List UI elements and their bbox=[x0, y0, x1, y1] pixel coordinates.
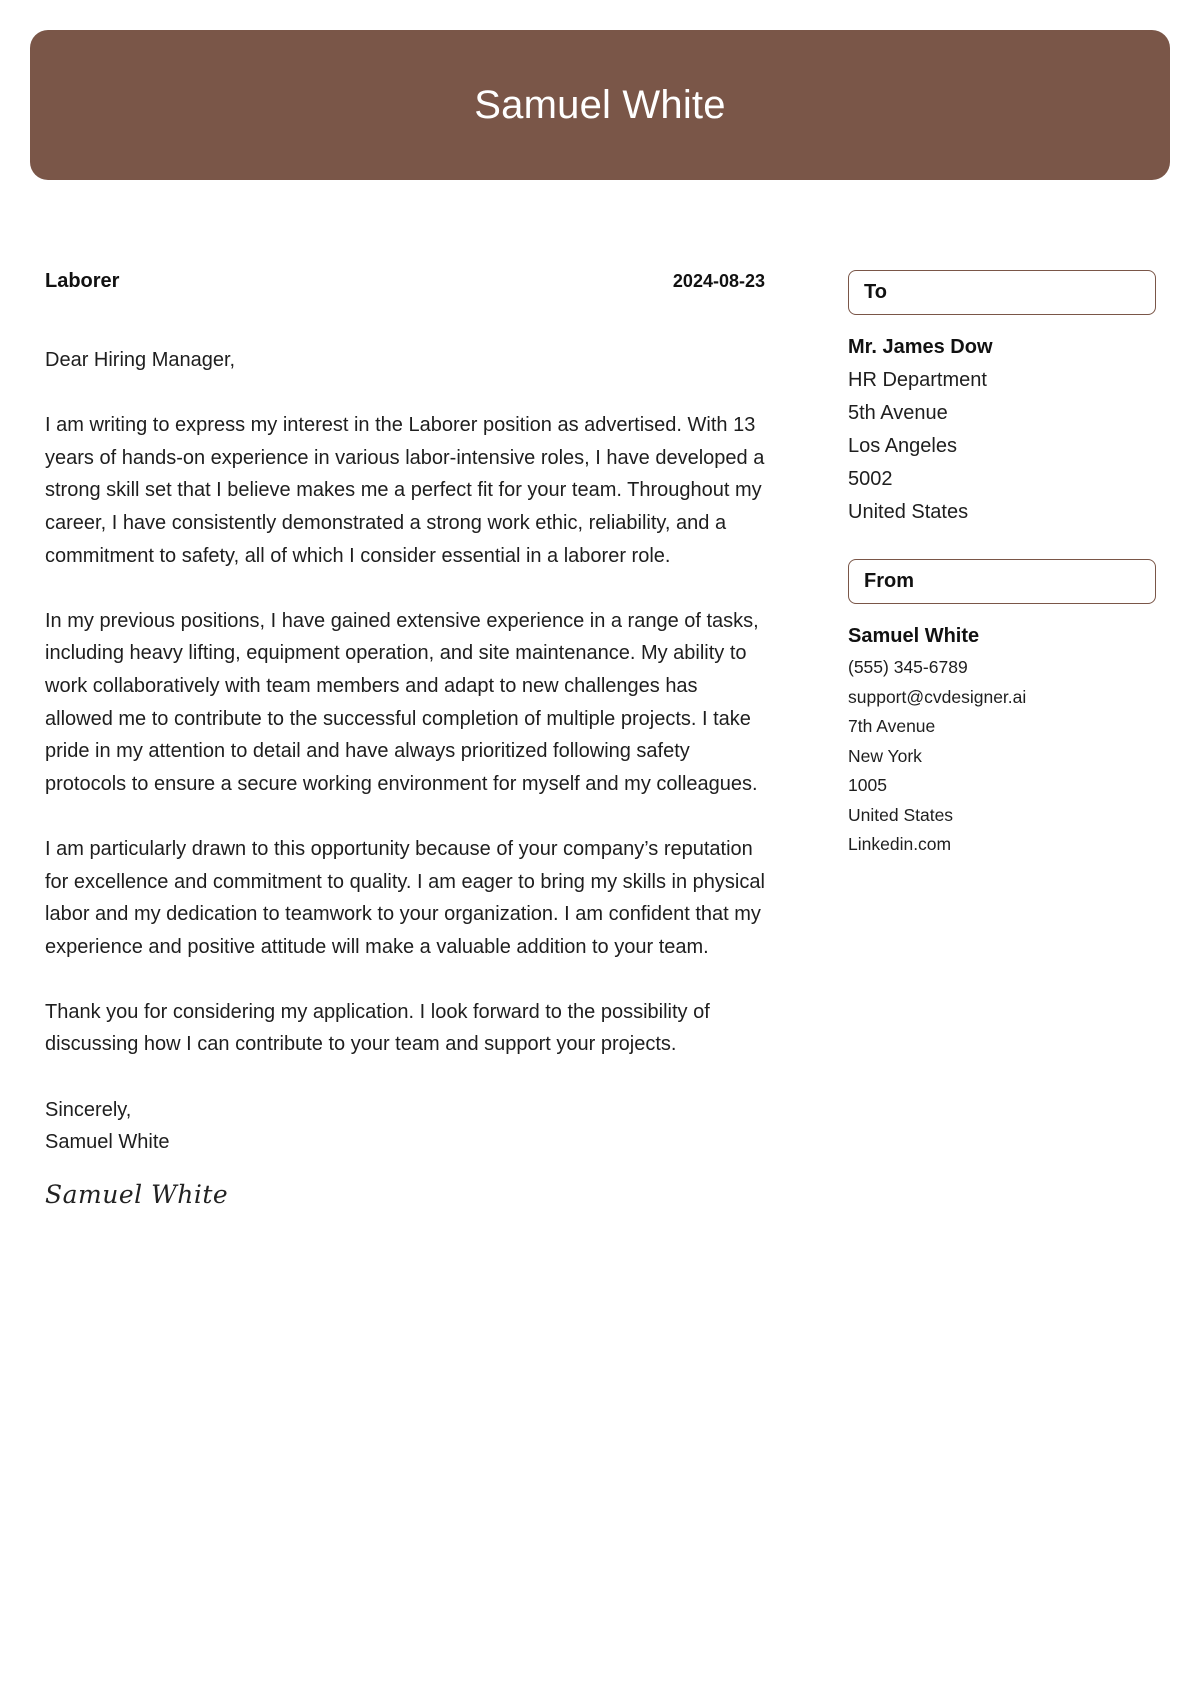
sender-line: United States bbox=[848, 804, 954, 825]
sender-line: 7th Avenue bbox=[848, 716, 936, 736]
letter-text bbox=[45, 344, 765, 1211]
recipient-name: Mr. James Dow bbox=[848, 336, 993, 358]
recipient-line: United States bbox=[848, 501, 969, 523]
to-label: To bbox=[864, 281, 887, 303]
paragraph-3: I am particularly drawn to this opportunity because of your company’s reputation for excellence and commitment to quality. I am eager to bring my skills in physical labor and my dedication to teamwork to your organization. I am confident that my experience and positive attitude will make a valuable addition to your team. bbox=[45, 837, 765, 958]
sender-line: 1005 bbox=[848, 775, 887, 795]
letter-meta bbox=[45, 270, 765, 302]
recipient-line: 5th Avenue bbox=[848, 402, 948, 424]
recipient-line: HR Department bbox=[848, 369, 987, 391]
address-sidebar bbox=[848, 270, 1156, 860]
header-banner bbox=[30, 30, 1170, 180]
closing-phrase: Sincerely, bbox=[45, 1098, 132, 1121]
paragraph-1: I am writing to express my interest in the Laborer position as advertised. With 13 years of hands-on experience in various labor-intensive roles, I have developed a strong skill set that I believe makes me a perfect fit for your team. Throughout my career, I have consistently demonstrated a strong work ethic, reliability, and a commitment to safety, all of which I consider essential in a laborer role. bbox=[45, 414, 765, 567]
from-label-box bbox=[848, 559, 1156, 604]
recipient-address bbox=[848, 331, 1156, 529]
signature: Samuel White bbox=[45, 1179, 229, 1209]
recipient-line: 5002 bbox=[848, 468, 893, 490]
letter-date: 2024-08-23 bbox=[672, 271, 765, 291]
sender-address bbox=[848, 620, 1156, 860]
sender-name: Samuel White bbox=[848, 625, 980, 647]
recipient-line: Los Angeles bbox=[848, 435, 957, 457]
paragraph-2: In my previous positions, I have gained extensive experience in a range of tasks, including heavy lifting, equipment operation, and site maintenance. My ability to work collaboratively with team members and adapt to new challenges has allowed me to contribute to the successful completion of multiple projects. I take pride in my attention to detail and have always prioritized following safety protocols to ensure a secure working environment for myself and my colleagues. bbox=[45, 609, 759, 795]
sender-line: New York bbox=[848, 745, 922, 766]
signer-name: Samuel White bbox=[45, 1131, 170, 1154]
greeting: Dear Hiring Manager, bbox=[45, 349, 236, 371]
sender-phone: (555) 345-6789 bbox=[848, 657, 968, 677]
sender-website: Linkedin.com bbox=[848, 834, 952, 854]
applicant-name: Samuel White bbox=[474, 82, 726, 127]
to-label-box bbox=[848, 270, 1156, 315]
letter-body bbox=[45, 270, 765, 1211]
paragraph-4: Thank you for considering my application. I look forward to the possibility of discussing how I can contribute to your team and support your projects. bbox=[45, 1000, 710, 1056]
sender-email: support@cvdesigner.ai bbox=[848, 686, 1027, 707]
closing-block bbox=[45, 1094, 765, 1159]
job-title: Laborer bbox=[45, 270, 120, 292]
from-label: From bbox=[864, 570, 914, 592]
